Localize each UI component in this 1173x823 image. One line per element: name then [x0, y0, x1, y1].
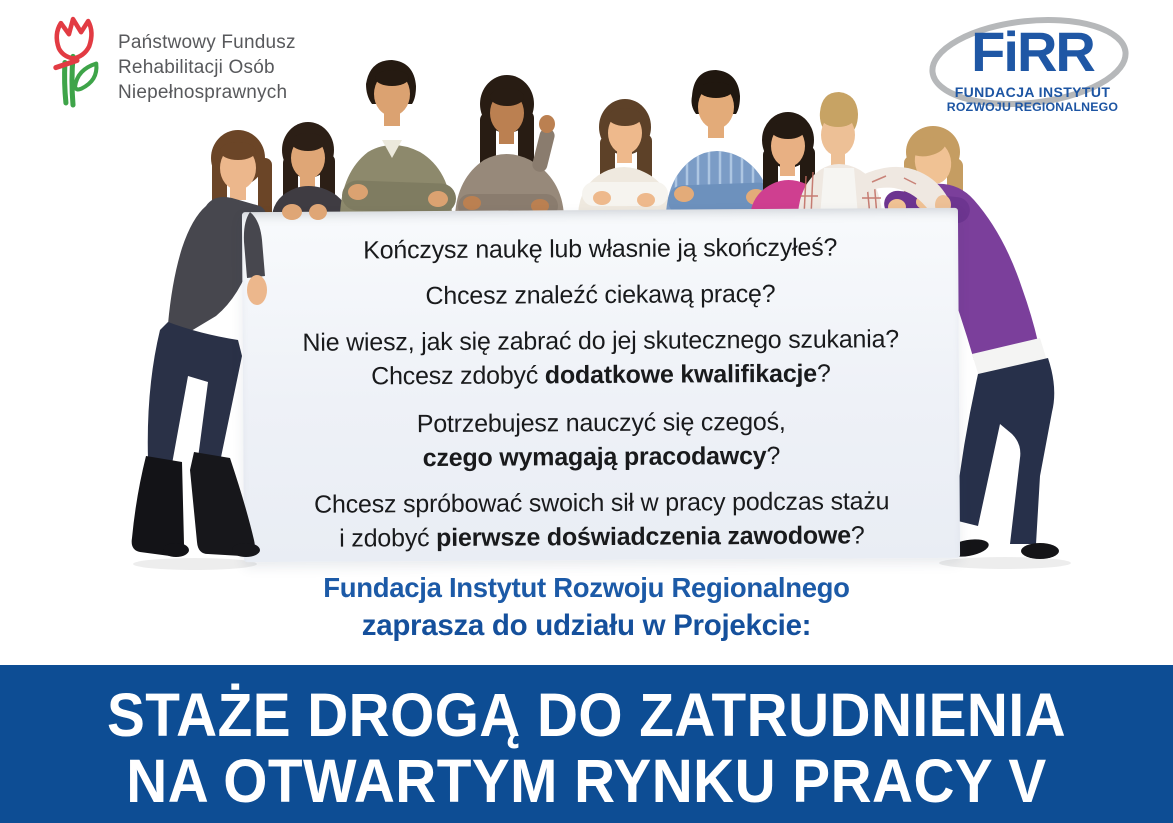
project-title-line-1: STAŻE DROGĄ DO ZATRUDNIENIA — [106, 681, 1067, 749]
project-title-line-2: NA OTWARTYM RYNKU PRACY V — [126, 747, 1047, 815]
sign-question-3-line-1: Nie wiesz, jak się zabrać do jej skutecznego szukania? — [302, 325, 900, 357]
firr-caption-1: FUNDACJA INSTYTUT — [954, 84, 1111, 100]
invite-line-1: Fundacja Instytut Rozwoju Regionalnego — [323, 572, 850, 603]
invite-line-2: zaprasza do udziału w Projekcie: — [361, 609, 812, 642]
person-2-woman-dark-top — [272, 122, 348, 226]
sign-question-4-line-2: czego wymagają pracodawcy? — [422, 441, 781, 473]
firr-caption-2: ROZWOJU REGIONALNEGO — [946, 100, 1119, 114]
firr-acronym: FiRR — [971, 20, 1094, 83]
pfron-line-2: Rehabilitacji Osób — [118, 57, 275, 78]
sign-question-2: Chcesz znaleźć ciekawą pracę? — [425, 279, 776, 311]
invite-block — [0, 570, 1173, 646]
pfron-line-1: Państwowy Fundusz — [118, 32, 296, 53]
person-4-woman-taupe-sweater — [455, 75, 564, 224]
sign-question-5-line-2: i zdobyć pierwsze doświadczenia zawodowe? — [339, 521, 865, 553]
sign-question-1: Kończysz naukę lub własnie ją skończyłeś? — [363, 233, 838, 265]
person-5-woman-cream-top — [578, 99, 672, 224]
whiteboard-sign — [242, 208, 960, 562]
sign-question-4-line-1: Potrzebujesz nauczyć się czegoś, — [416, 407, 786, 439]
sign-question-3-line-2: Chcesz zdobyć dodatkowe kwalifikacje? — [371, 359, 831, 391]
title-banner — [0, 665, 1173, 823]
person-3-man-olive-shirt — [340, 60, 456, 224]
pfron-line-3: Niepełnosprawnych — [118, 82, 288, 103]
sign-question-5-line-1: Chcesz spróbować swoich sił w pracy podczas stażu — [314, 487, 890, 519]
